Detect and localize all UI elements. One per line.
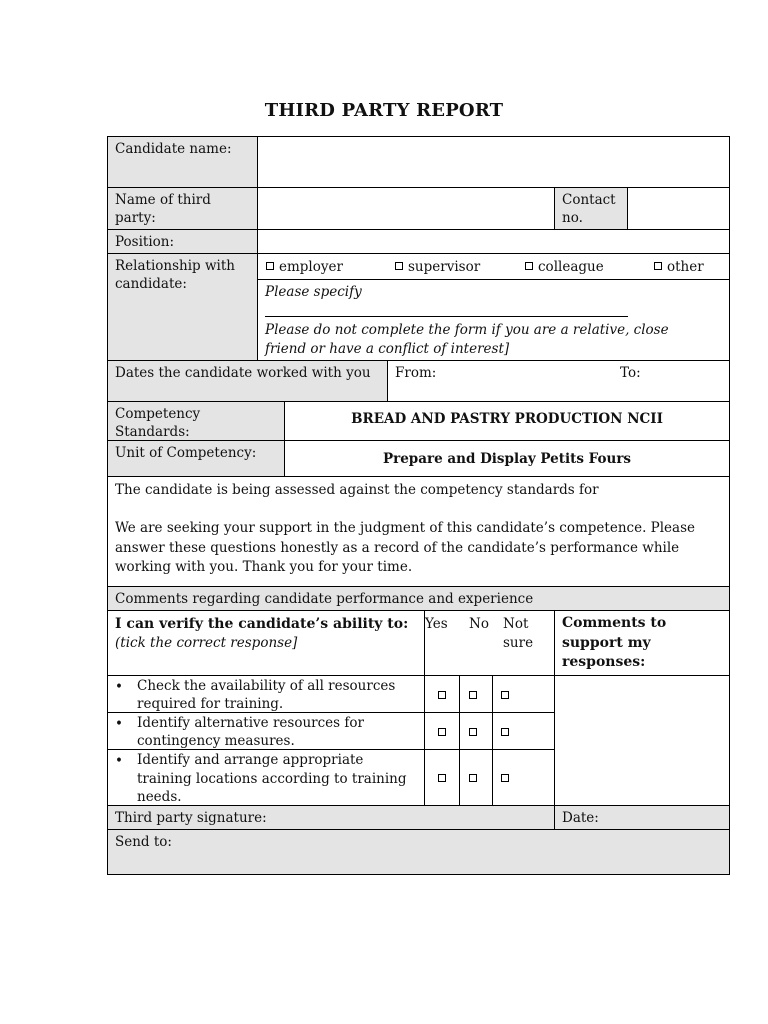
no-cell[interactable] [459,675,493,713]
from-label: From: [395,365,437,381]
col-comments-label: Comments to support my responses: [554,610,730,676]
specify-input-line[interactable] [265,316,628,317]
checkbox-icon[interactable] [654,262,662,270]
option-label: employer [279,259,343,275]
position-field[interactable] [257,229,730,254]
intro-line-1: The candidate is being assessed against the competency standards for [115,482,599,498]
verify-subheading: (tick the correct response] [115,635,298,651]
dates-worked-field[interactable] [387,360,730,402]
ability-text: Identify and arrange appropriate training locations according to training needs. [137,752,407,805]
ability-text: Check the availability of all resources required for training. [137,678,396,712]
yes-cell[interactable] [424,712,460,750]
checkbox-icon[interactable] [501,728,509,736]
option-label: supervisor [408,259,481,275]
not-sure-cell[interactable] [492,749,555,806]
col-not-sure-label: Not sure [503,616,534,651]
checkbox-icon[interactable] [395,262,403,270]
no-cell[interactable] [459,749,493,806]
option-supervisor[interactable] [395,258,480,276]
bullet-icon: • [115,679,123,695]
verify-heading: I can verify the candidate’s ability to: [115,616,409,632]
bullet-icon: • [115,716,123,732]
col-yes-label: Yes [425,616,448,632]
relationship-label: Relationship with candidate: [107,253,258,361]
option-employer[interactable] [266,258,343,276]
option-colleague[interactable] [525,258,604,276]
contact-no-label: Contact no. [554,187,628,230]
ability-text: Identify alternative resources for contingency measures. [137,715,364,749]
unit-of-competency-value: Prepare and Display Petits Fours [284,440,730,477]
relationship-note: Please do not complete the form if you are a relative, close friend or have a conflict of interest] [265,322,669,357]
date-label[interactable]: Date: [554,805,730,830]
intro-text-cell [107,476,730,587]
option-label: colleague [538,259,604,275]
candidate-name-label: Candidate name: [107,136,258,188]
bullet-icon: • [115,753,123,769]
comments-field[interactable] [554,675,730,806]
relationship-specify-cell [257,279,730,361]
checkbox-icon[interactable] [469,728,477,736]
third-party-name-field[interactable] [257,187,555,230]
checkbox-icon[interactable] [438,691,446,699]
contact-no-field[interactable] [627,187,730,230]
option-other[interactable] [654,258,704,276]
please-specify-label: Please specify [265,284,362,300]
response-columns-header [424,610,555,676]
third-party-name-label: Name of third party: [107,187,258,230]
option-label: other [667,259,704,275]
not-sure-cell[interactable] [492,712,555,750]
competency-standard-value: BREAD AND PASTRY PRODUCTION NCII [284,401,730,441]
page-title: THIRD PARTY REPORT [264,100,504,121]
ability-row [107,675,425,713]
checkbox-icon[interactable] [469,691,477,699]
not-sure-cell[interactable] [492,675,555,713]
ability-row [107,712,425,750]
to-label: To: [620,365,641,381]
checkbox-icon[interactable] [501,774,509,782]
intro-line-2: We are seeking your support in the judgment of this candidate’s competence. Please answer these questions honestly as a record of the candidate’s performance while working with you. Thank you for your time. [115,520,696,575]
col-no-label: No [469,616,489,632]
checkbox-icon[interactable] [501,691,509,699]
competency-standards-label: Competency Standards: [107,401,285,441]
checkbox-icon[interactable] [525,262,533,270]
candidate-name-field[interactable] [257,136,730,188]
third-party-signature-label[interactable]: Third party signature: [107,805,555,830]
position-label: Position: [107,229,258,254]
send-to-label[interactable]: Send to: [107,829,730,875]
unit-of-competency-label: Unit of Competency: [107,440,285,477]
yes-cell[interactable] [424,749,460,806]
ability-row [107,749,425,806]
yes-cell[interactable] [424,675,460,713]
checkbox-icon[interactable] [438,774,446,782]
relationship-options [257,253,730,280]
checkbox-icon[interactable] [469,774,477,782]
comments-header: Comments regarding candidate performance and experience [107,586,730,611]
checkbox-icon[interactable] [266,262,274,270]
dates-worked-label: Dates the candidate worked with you [107,360,388,402]
verify-heading-cell [107,610,425,676]
checkbox-icon[interactable] [438,728,446,736]
no-cell[interactable] [459,712,493,750]
